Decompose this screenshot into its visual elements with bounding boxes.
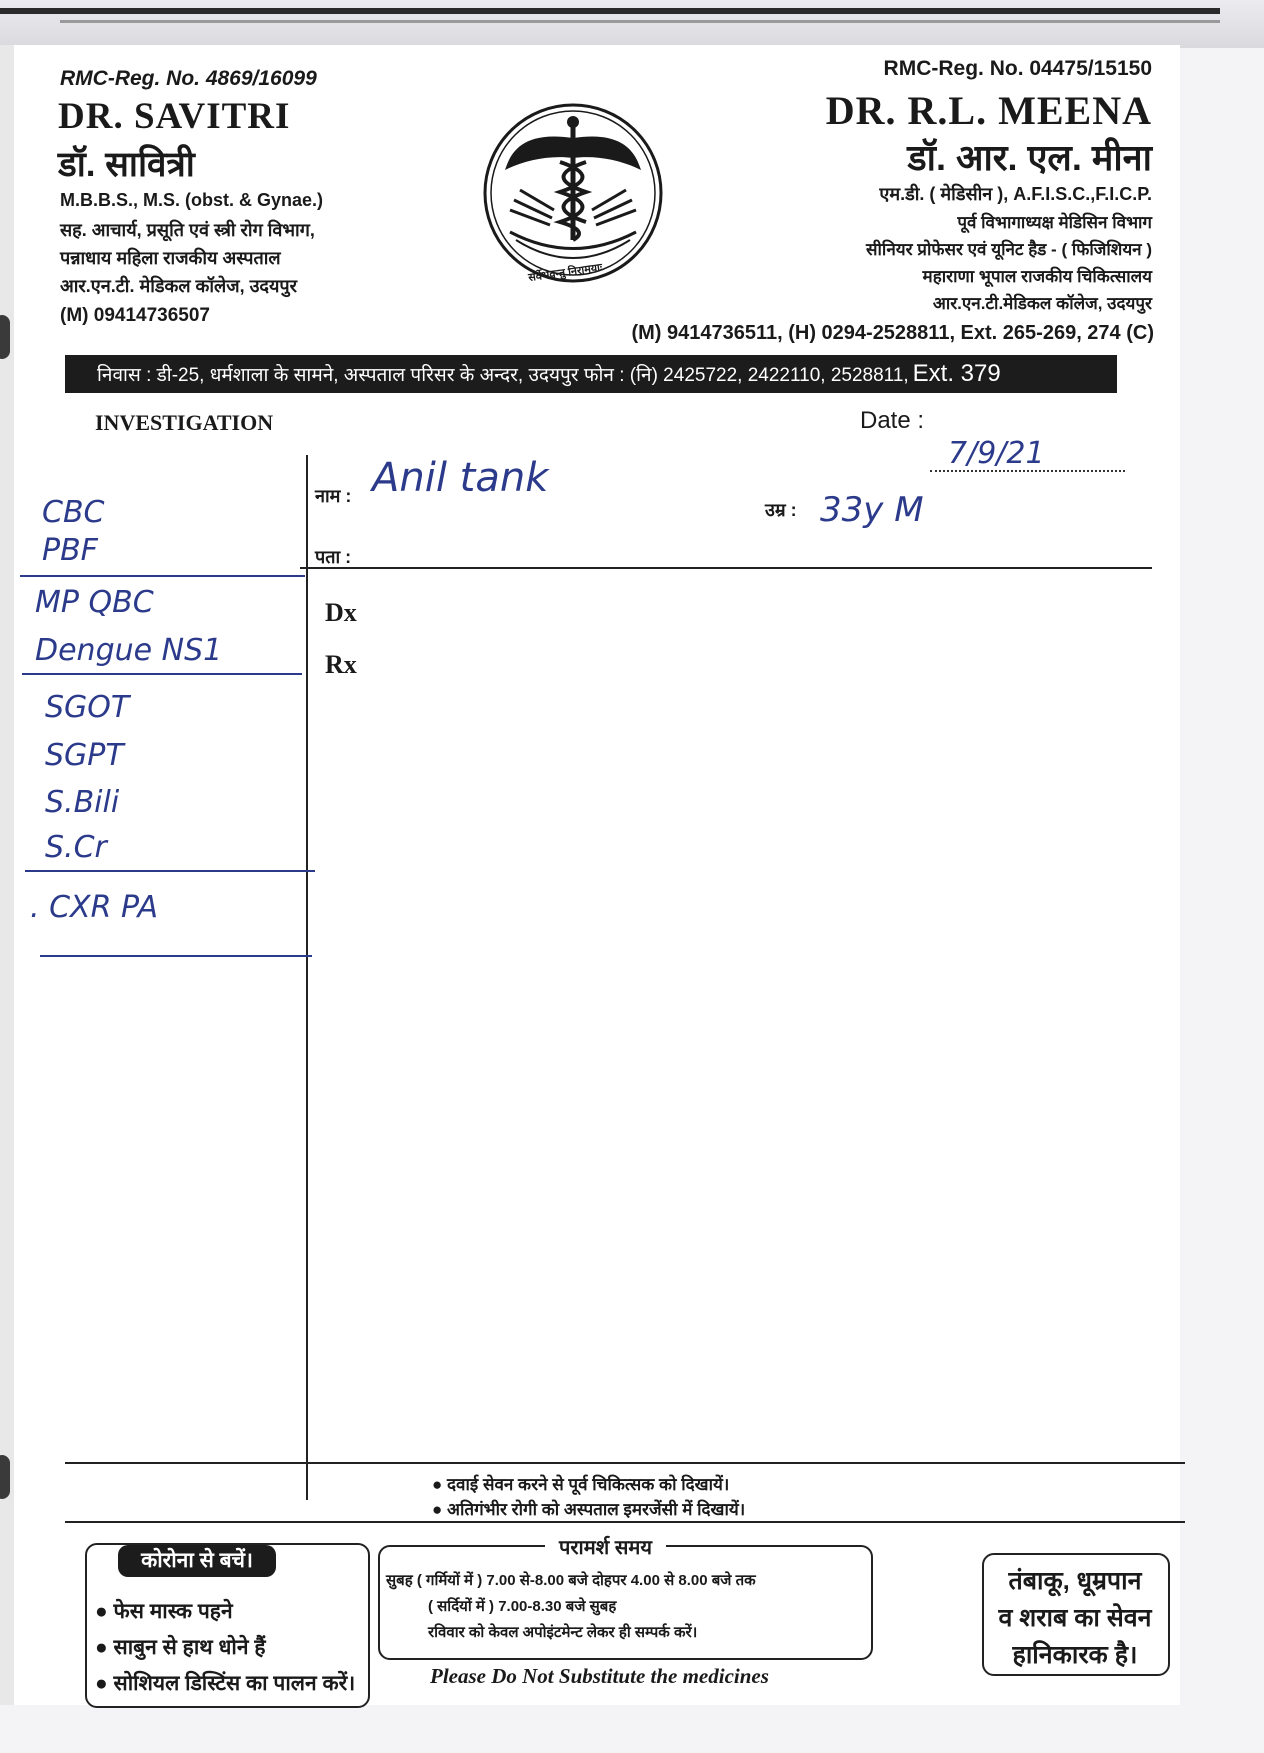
investigation-divider [306, 455, 308, 1500]
name-label: नाम : [315, 486, 352, 506]
dx-symbol: Dx [325, 598, 357, 627]
right-line-4: आर.एन.टी.मेडिकल कॉलेज, उदयपुर [932, 294, 1152, 313]
corona-item-text: फेस मास्क पहने [113, 1600, 233, 1623]
investigation-item: SGPT [45, 738, 124, 773]
header-rule [300, 567, 1152, 569]
note-2-text: अतिगंभीर रोगी को अस्पताल इमरजेंसी में दिखायें। [447, 1500, 746, 1519]
investigation-item: S.Bili [45, 785, 120, 820]
patient-name: Anil tank [372, 455, 549, 501]
residence-address-bar [65, 355, 1117, 393]
hand-rule [20, 575, 305, 577]
bottom-rule-1 [65, 1462, 1185, 1464]
consult-title: परामर्श समय [545, 1533, 666, 1560]
tobacco-line-2: व शराब का सेवन [998, 1604, 1152, 1632]
investigation-item: CBC [42, 495, 105, 530]
corona-item-text: साबुन से हाथ धोने हैं [113, 1636, 266, 1659]
right-line-2: सीनियर प्रोफेसर एवं यूनिट हैड - ( फिजिशियन ) [866, 240, 1152, 259]
tobacco-line-3: हानिकारक है। [1012, 1641, 1138, 1669]
age-value: 33y M [820, 490, 924, 530]
corona-title: कोरोना से बचें। [118, 1545, 276, 1577]
rx-symbol: Rx [325, 650, 357, 679]
investigation-item: PBF [42, 533, 98, 568]
investigation-item: . CXR PA [30, 890, 159, 925]
corona-item: ● फेस मास्क पहने [95, 1600, 233, 1623]
scan-dark-edge [0, 8, 1220, 14]
note-1-text: दवाई सेवन करने से पूर्व चिकित्सक को दिखायें। [447, 1475, 730, 1494]
left-mobile: (M) 09414736507 [60, 305, 210, 326]
scan-grey-edge [60, 20, 1220, 23]
bottom-rule-2 [65, 1521, 1185, 1523]
scan-top-edge [0, 0, 1264, 48]
right-reg-no: RMC-Reg. No. 04475/15150 [883, 57, 1152, 80]
age-label: उम्र : [765, 500, 797, 520]
hand-rule [22, 673, 302, 675]
note-2: ● अतिगंभीर रोगी को अस्पताल इमरजेंसी में दिखायें। [432, 1500, 746, 1519]
hand-rule [40, 955, 312, 957]
binder-ring-icon [0, 1455, 10, 1499]
caduceus-logo-icon [480, 100, 666, 286]
date-value: 7/9/21 [948, 436, 1045, 471]
footer-note: Please Do Not Substitute the medicines [430, 1664, 769, 1688]
consult-line-2: ( सर्दियों में ) 7.00-8.30 बजे सुबह [428, 1598, 617, 1615]
date-label: Date : [860, 407, 925, 434]
residence-address: निवास : डी-25, धर्मशाला के सामने, अस्पताल परिसर के अन्दर, उदयपुर फोन : (नि) 2425722, 2422110, 2528811, [97, 365, 909, 386]
right-degree: एम.डी. ( मेडिसीन ), A.F.I.S.C.,F.I.C.P. [879, 184, 1152, 204]
address-label: पता : [315, 547, 352, 567]
left-doctor-name-hindi: डॉ. सावित्री [58, 145, 195, 184]
investigation-item: SGOT [45, 690, 130, 725]
logo-motto: सर्वेभवन्तु निरामयाः [527, 261, 603, 285]
corona-item-text: सोशियल डिस्टिंस का पालन करें। [113, 1672, 356, 1695]
binder-ring-icon [0, 315, 10, 359]
right-doctor-name: DR. R.L. MEENA [825, 88, 1152, 133]
left-degree: M.B.B.S., M.S. (obst. & Gynae.) [60, 190, 324, 210]
right-line-3: महाराणा भूपाल राजकीय चिकित्सालय [922, 267, 1152, 286]
left-line-1: सह. आचार्य, प्रसूति एवं स्त्री रोग विभाग, [60, 220, 315, 240]
note-1: ● दवाई सेवन करने से पूर्व चिकित्सक को दिखायें। [432, 1475, 730, 1494]
left-doctor-name: DR. SAVITRI [58, 96, 291, 137]
hand-rule [25, 870, 315, 872]
right-doctor-name-hindi: डॉ. आर. एल. मीना [907, 137, 1152, 178]
investigation-item: Dengue NS1 [35, 633, 223, 668]
left-line-2: पन्नाधाय महिला राजकीय अस्पताल [60, 248, 281, 268]
right-phones: (M) 9414736511, (H) 0294-2528811, Ext. 265-269, 274 (C) [631, 322, 1154, 344]
left-reg-no: RMC-Reg. No. 4869/16099 [60, 67, 317, 90]
consult-line-3: रविवार को केवल अपोइंटमेन्ट लेकर ही सम्पर्क करें। [428, 1624, 698, 1641]
residence-ext: Ext. 379 [912, 360, 1001, 387]
investigation-item: MP QBC [35, 585, 154, 620]
corona-item: ● सोशियल डिस्टिंस का पालन करें। [95, 1672, 356, 1695]
left-line-3: आर.एन.टी. मेडिकल कॉलेज, उदयपुर [60, 276, 298, 296]
investigation-item: S.Cr [45, 830, 107, 865]
investigation-header: INVESTIGATION [95, 410, 274, 435]
consult-line-1: सुबह ( गर्मियों में ) 7.00 से-8.00 बजे दोहपर 4.00 से 8.00 बजे तक [386, 1572, 756, 1589]
tobacco-line-1: तंबाकू, धूम्रपान [1008, 1567, 1142, 1595]
right-line-1: पूर्व विभागाध्यक्ष मेडिसिन विभाग [957, 213, 1152, 232]
corona-item: ● साबुन से हाथ धोने हैं [95, 1636, 266, 1659]
